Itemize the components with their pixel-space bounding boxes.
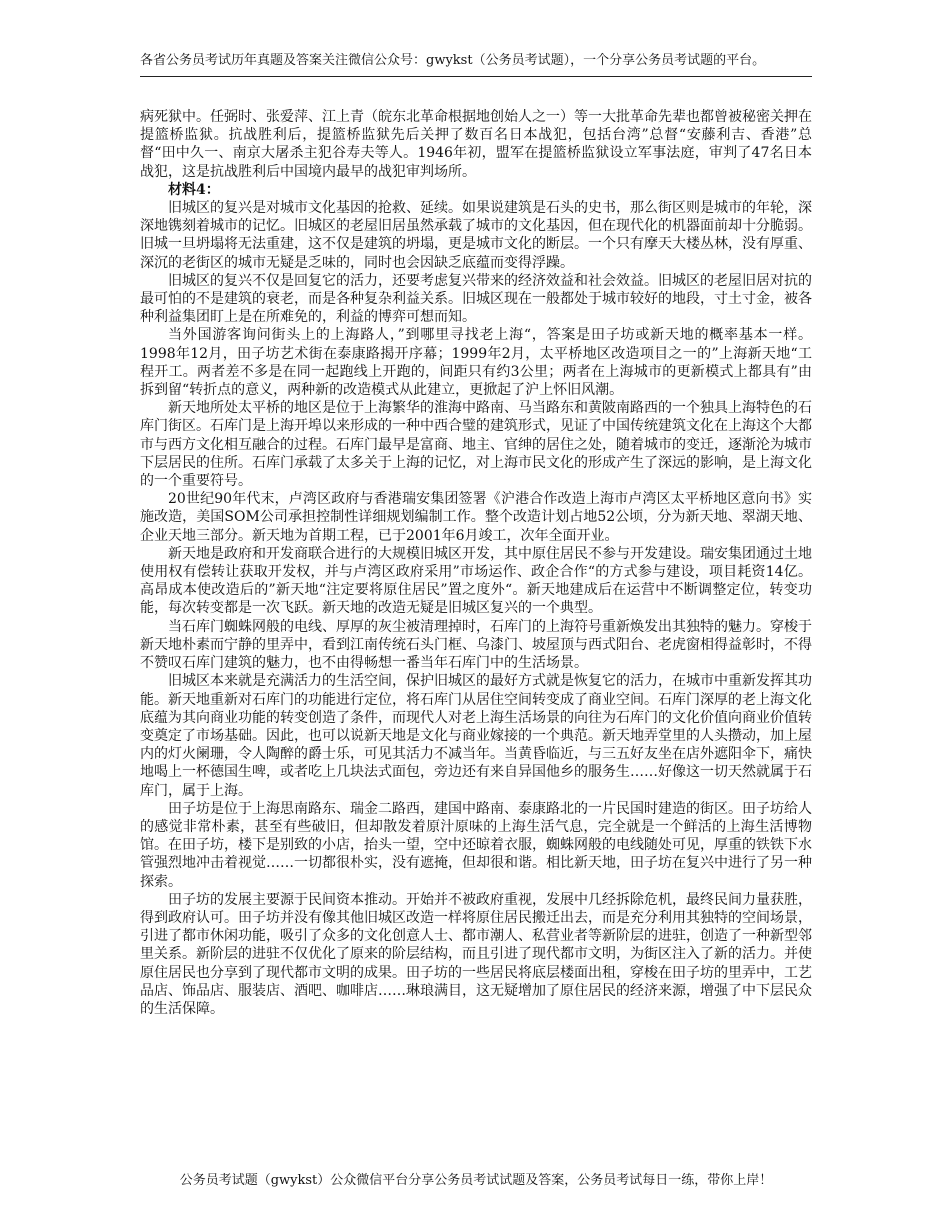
- paragraph: 旧城区的复兴是对城市文化基因的抢救、延续。如果说建筑是石头的史书，那么街区则是城市的年轮，深深地镌刻着城市的记忆。旧城区的老屋旧居虽然承载了城市的文化基因，但在现代化的机器面前却十分脆弱。旧城一旦坍塌将无法重建，这不仅是建筑的坍塌，更是城市文化的断层。一个只有摩天大楼丛林，没有厚重、深沉的老街区的城市无疑是乏味的，同时也会因缺乏底蕴而变得浮躁。: [140, 200, 812, 271]
- section-heading-material-4: 材料4：: [168, 181, 220, 198]
- paragraph: 旧城区本来就是充满活力的生活空间，保护旧城区的最好方式就是恢复它的活力，在城市中重新发挥其功能。新天地重新对石库门的功能进行定位，将石库门从居住空间转变成了商业空间。石库门深厚的老上海文化底蕴为其向商业功能的转变创造了条件，而现代人对老上海生活场景的向往为石库门的文化价值向商业价值转变奠定了市场基础。因此，也可以说新天地是文化与商业嫁接的一个典范。新天地弄堂里的人头攒动，加上屋内的灯火阑珊，令人陶醉的爵士乐，可见其活力不减当年。当黄昏临近，与三五好友坐在店外遮阳伞下，痛快地喝上一杯德国生啤，或者吃上几块法式面包，旁边还有来自异国他乡的服务生……好像这一切天然就属于石库门，属于上海。: [140, 673, 812, 799]
- paragraph-continuation: 病死狱中。任弼时、张爱萍、江上青（皖东北革命根据地创始人之一）等一大批革命先辈也都曾被秘密关押在提篮桥监狱。抗战胜利后，提篮桥监狱先后关押了数百名日本战犯，包括台湾”总督“安藤利吉、香港”总督“田中久一、南京大屠杀主犯谷寿夫等人。1946年初，盟军在提篮桥监狱设立军事法庭，审判了47名日本战犯，这是抗战胜利后中国境内最早的战犯审判场所。: [140, 109, 812, 180]
- page-footer: 公务员考试题（gwykst）公众微信平台分享公务员考试试题及答案，公务员考试每日一练，带你上岸！: [179, 1173, 773, 1188]
- paragraph: 新天地是政府和开发商联合进行的大规模旧城区开发，其中原住居民不参与开发建设。瑞安集团通过土地使用权有偿转让获取开发权，并与卢湾区政府采用”市场运作、政企合作“的方式参与建设，项目耗资14亿。高昂成本使改造后的”新天地“注定要将原住居民”置之度外“。新天地建成后在运营中不断调整定位，转变功能，每次转变都是一次飞跃。新天地的改造无疑是旧城区复兴的一个典型。: [140, 545, 812, 617]
- header-divider: [140, 76, 812, 77]
- page-header: 各省公务员考试历年真题及答案关注微信公众号：gwykst（公务员考试题），一个分享公务员考试题的平台。: [140, 53, 766, 68]
- paragraph: 新天地所处太平桥的地区是位于上海繁华的淮海中路南、马当路东和黄陂南路西的一个独具上海特色的石库门街区。石库门是上海开埠以来形成的一种中西合璧的建筑形式，见证了中国传统建筑文化在上海这个大都市与西方文化相互融合的过程。石库门最早是富商、地主、官绅的居住之处，随着城市的变迁，逐渐沦为城市下层居民的住所。石库门承载了太多关于上海的记忆，对上海市民文化的形成产生了深远的影响，是上海文化的一个重要符号。: [140, 400, 812, 490]
- paragraph: 20世纪90年代末，卢湾区政府与香港瑞安集团签署《沪港合作改造上海市卢湾区太平桥地区意向书》实施改造，美国SOM公司承担控制性详细规划编制工作。整个改造计划占地52公顷，分为新天地、翠湖天地、企业天地三部分。新天地为首期工程，已于2001年6月竣工，次年全面开业。: [140, 491, 812, 544]
- paragraph: 当石库门蜘蛛网般的电线、厚厚的灰尘被清理掉时，石库门的上海符号重新焕发出其独特的魅力。穿梭于新天地朴素而宁静的里弄中，看到江南传统石头门框、乌漆门、坡屋顶与西式阳台、老虎窗相得益彰时，不得不赞叹石库门建筑的魅力，也不由得畅想一番当年石库门中的生活场景。: [140, 618, 812, 672]
- document-body: [140, 108, 812, 1018]
- paragraph: 旧城区的复兴不仅是回复它的活力，还要考虑复兴带来的经济效益和社会效益。旧城区的老屋旧居对抗的最可怕的不是建筑的衰老，而是各种复杂利益关系。旧城区现在一般都处于城市较好的地段，寸土寸金，被各种利益集团盯上是在所难免的，利益的博弈可想而知。: [140, 272, 812, 326]
- paragraph: 当外国游客询问街头上的上海路人，”到哪里寻找老上海“，答案是田子坊或新天地的概率基本一样。1998年12月，田子坊艺术街在泰康路揭开序幕；1999年2月，太平桥地区改造项目之一的”上海新天地“工程开工。两者差不多是在同一起跑线上开跑的，间距只有约3公里；两者在上海城市的更新模式上都具有”由拆到留“转折点的意义，两种新的改造模式从此建立，更掀起了沪上怀旧风潮。: [140, 327, 812, 399]
- paragraph: 田子坊的发展主要源于民间资本推动。开始并不被政府重视，发展中几经拆除危机，最终民间力量获胜，得到政府认可。田子坊并没有像其他旧城区改造一样将原住居民搬迁出去，而是充分利用其独特的空间场景，引进了都市休闲功能，吸引了众多的文化创意人士、都市潮人、私营业者等新阶层的进驻，创造了一种新型邻里关系。新阶层的进驻不仅优化了原来的阶层结构，而且引进了现代都市文明，为街区注入了新的活力。并使原住居民也分享到了现代都市文明的成果。田子坊的一些居民将底层楼面出租，穿梭在田子坊的里弄中，工艺品店、饰品店、服装店、酒吧、咖啡店……琳琅满目，这无疑增加了原住居民的经济来源，增强了中下层民众的生活保障。: [140, 891, 812, 1017]
- paragraph: 田子坊是位于上海思南路东、瑞金二路西，建国中路南、泰康路北的一片民国时建造的街区。田子坊给人的感觉非常朴素，甚至有些破旧，但却散发着原汁原味的上海生活气息，完全就是一个鲜活的上海生活博物馆。在田子坊，楼下是别致的小店，抬头一望，空中还晾着衣服，蜘蛛网般的电线随处可见，厚重的铁铁下水管强烈地冲击着视觉……一切都很朴实，没有遮掩，但却很和谐。相比新天地，田子坊在复兴中进行了另一种探索。: [140, 800, 812, 890]
